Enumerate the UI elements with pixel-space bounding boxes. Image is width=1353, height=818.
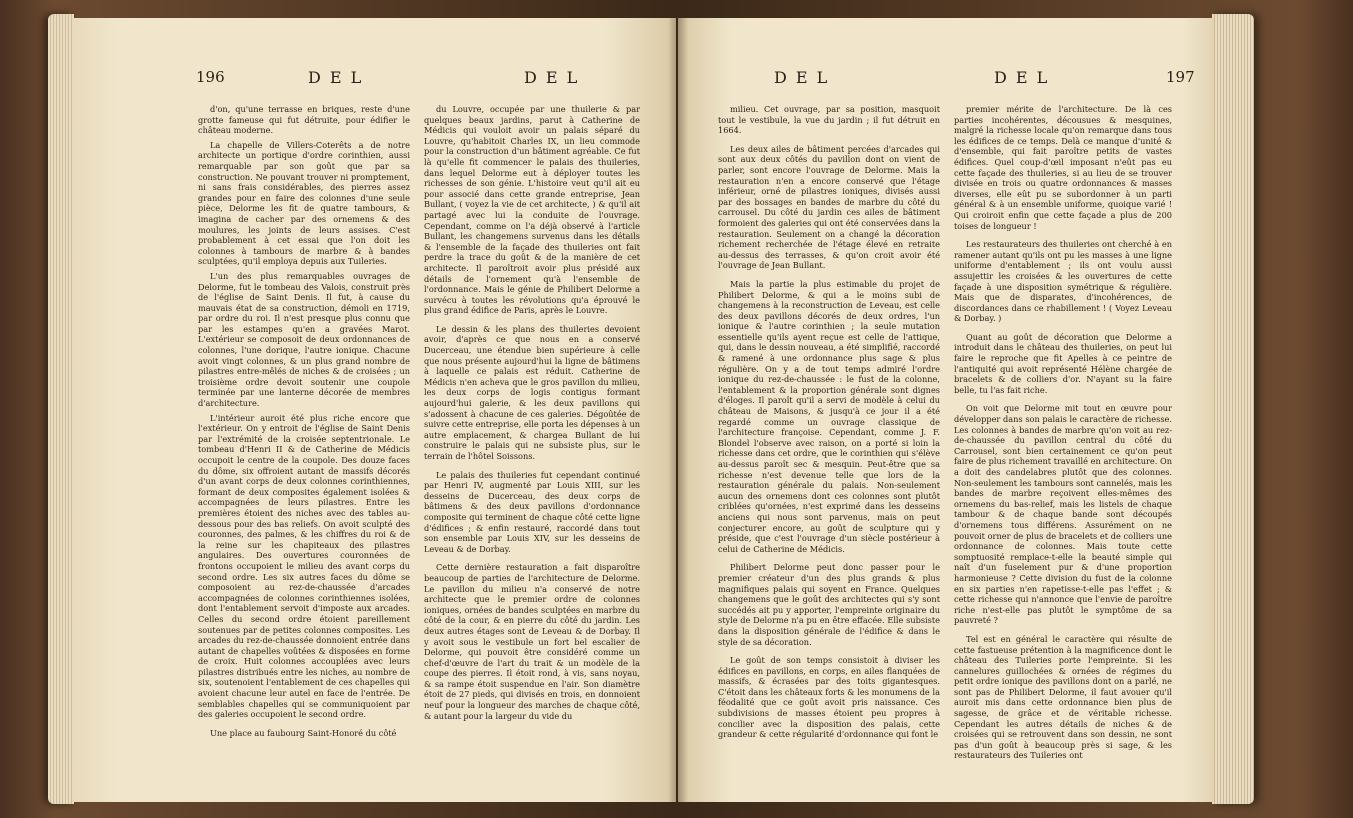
paragraph: L'un des plus remarquables ouvrages de Delorme, fut le tombeau des Valois, construit près de l'église de Saint Denis. Il fut, à cause du mauvais état de sa construction, démoli en 1719, par ordre du roi. Il n'est presque plus connu que par les estampes qu'en a gravées Marot. L'extérieur se composoit de deux ordonnances de colonnes, l'une dorique, l'autre ionique. Chacune avoit vingt colonnes, & un plus grand nombre de pilastres entre-mêlés de niches & de croisées ; un troisième ordre devoit soutenir une coupole terminée par une lanterne décorée de membres d'architecture. <box>198 270 410 409</box>
left-page <box>72 18 676 802</box>
book-gutter <box>668 18 688 802</box>
text-column <box>424 104 640 794</box>
running-head: D E L <box>774 68 830 87</box>
paragraph: Quant au goût de décoration que Delorme a introduit dans le château des thuileries, on peut lui faire le reproche que fit Apelles à ce peintre de l'antiquité qui avoit représenté Hélène chargée de bracelets & de colliers d'or. N'ayant su la faire belle, tu l'as fait riche. <box>954 331 1172 395</box>
page-number: 196 <box>196 68 225 86</box>
paragraph: On voit que Delorme mit tout en œuvre pour développer dans son palais le caractère de richesse. Les colonnes à bandes de marbre qu'on voit au rez-de-chaussée du pavillon central du côté du Carrousel, sont bien certainement ce qu'on peut faire de plus richement travaillé en architecture. On a doit des candelabres plutôt que des colonnes. Non-seulement les tambours sont cannelés, mais les bandes de marbre reçoivent elles-mêmes des ornemens du bas-relief, mais les listels de chaque tambour & de chaque bande sont découpés d'ornemens tous différens. Assurément on ne pouvoit orner de plus de bracelets et de colliers une ordonnance de colonnes. Mais toute cette somptuosité remplace-t-elle la beauté simple qui naît d'un fuselement pur & d'une proportion harmonieuse ? Cette division du fust de la colonne en six parties n'en rapetisse-t-elle pas l'effet ; & cette richesse qui n'annonce que l'envie de paroître riche n'est-elle pas plutôt le symptôme de sa pauvreté ? <box>954 403 1172 626</box>
paragraph: du Louvre, occupée par une thuilerie & par quelques beaux jardins, parut à Catherine de Médicis qui vouloit avoir un palais séparé du Louvre, qu'habitoit Charles IX, un lieu commode pour la construction d'un bâtiment agréable. Ce fut là qu'elle fit commencer le palais des thuileries, dans lequel Delorme eut à déployer toutes les richesses de son génie. L'histoire veut qu'il ait eu pour associé dans cette grande entreprise, Jean Bullant, ( voyez la vie de cet architecte, ) & qu'il ait partagé avec lui la conduite de l'ouvrage. Cependant, comme on l'a déjà observé à l'article Bullant, les changemens survenus dans les détails & l'ensemble de la façade des thuileries ont fait perdre la trace du goût & de la manière de cet architecte. Il paroîtroit avoir plus présidé aux détails de l'ornement qu'à l'ensemble de l'ordonnance. Mais le génie de Philibert Delorme a survécu à toutes les révolutions qu'a éprouvé le plus grand édifice de Paris, après le Louvre. <box>424 104 640 316</box>
text-column <box>954 104 1172 794</box>
paragraph: Les restaurateurs des thuileries ont cherché à en ramener autant qu'ils ont pu les masses à une ligne uniforme d'entablement ; ils ont voulu aussi assujettir les croisées & les ouvertures de cette façade à une disposition symétrique & régulière. Mais que de disparates, d'incohérences, de discordances dans ce rhabillement ! ( Voyez Leveau & Dorbay. ) <box>954 239 1172 324</box>
paragraph: La chapelle de Villers-Coterêts a de notre architecte un portique d'ordre corinthien, aussi remarquable par son goût que par sa construction. Ne pouvant trouver ni promptement, ni sans frais considérables, des pierres assez grandes pour en faire des colonnes d'une seule pièce, Delorme les fit de quatre tambours, & imagina de cacher par des ornemens & des moulures, les joints de leurs assises. C'est probablement à cet essai que l'on doit les colonnes à tambours de marbre & à bandes sculptées, qu'il employa depuis aux Tuileries. <box>198 139 410 267</box>
text-column <box>198 104 410 794</box>
paragraph: Philibert Delorme peut donc passer pour le premier créateur d'un des plus grands & plus magnifiques palais qui soyent en France. Quelques changemens que le goût des architectes qui s'y sont succédés ait pu y apporter, l'empreinte originaire du style de Delorme n'a pu en être effacée. Elle subsiste dans la disposition générale de l'édifice & dans le style de sa décoration. <box>718 562 940 647</box>
paragraph: premier mérite de l'architecture. De là ces parties incohérentes, décousues & mesquines, malgré la richesse locale qu'on remarque dans tous les édifices de ce temps. Delà ce manque d'unité & d'ensemble, qui fait paroître petits de vastes édifices. Quel coup-d'œil imposant n'eût pas eu cette façade des thuileries, si au lieu de se trouver divisée en trois ou quatre ordonnances & masses diverses, elle eût pu se subordonner à un parti général & à un ensemble uniforme, quoique varié ! Qui croiroit enfin que cette façade a plus de 200 toises de longueur ! <box>954 104 1172 231</box>
text-column <box>718 104 940 794</box>
running-head: D E L <box>994 68 1050 87</box>
paragraph: Mais la partie la plus estimable du projet de Philibert Delorme, & qui a le moins subi de changemens à la reconstruction de Leveau, est celle des deux pavillons décorés de deux ordres, l'un ionique & l'autre corinthien ; la seule mutation essentielle qu'ils ayent reçue est celle de l'attique, qui, dans le dessin nouveau, a été simplifié, raccordé & ramené à une ordonnance plus sage & plus régulière. On y a de tout temps admiré l'ordre ionique du rez-de-chaussée : le fust de la colonne, l'entablement & la proportion générale sont dignes d'éloges. Il paroît qu'il a servi de modèle à celui du château de Maisons, & jusqu'à ce jour il a été regardé comme un ouvrage classique de l'architecture françoise. Cependant, comme J. F. Blondel l'observe avec raison, on a porté si loin la richesse dans cet ordre, que le corinthien qui s'élève au-dessus paroît sec & mesquin. Peut-être que sa richesse n'est devenue telle que lors de la restauration générale du palais. Non-seulement aucun des ornemens dont ces colonnes sont plutôt criblées qu'ornées, n'est exprimé dans les desseins anciens qui nous sont parvenus, mais on peut conjecturer encore, au goût de sculpture qui y préside, que c'est l'ouvrage d'un siècle postérieur à celui de Catherine de Médicis. <box>718 278 940 554</box>
paragraph: L'intérieur auroit été plus riche encore que l'extérieur. On y entroit de l'église de Saint Denis par l'extrémité de la croisée septentrionale. Le tombeau d'Henri II & de Catherine de Médicis occupoit le centre de la coupole. Des douze faces du dôme, six offroient autant de massifs décorés d'un avant corps de deux colonnes corinthiennes, formant de deux composites également isolées & accompagnées de leurs pilastres. Entre les premières étoient des niches avec des tables au-dessous pour des bas reliefs. On avoit sculpté des couronnes, des palmes, & les chiffres du roi & de la reine sur les chapiteaux des pilastres angulaires. Des ouvertures couronnées de frontons occupoient le milieu des avant corps du second ordre. Les six autres faces du dôme se composoient au rez-de-chaussée d'arcades accompagnées de colonnes corinthiennes isolées, dont l'entablement servoit d'imposte aux arcades. Celles du second ordre étoient pareillement soutenues par de petites colonnes composites. Les arcades du rez-de-chaussée donnoient entrée dans autant de chapelles voûtées & disposées en forme de croix. Huit colonnes accouplées avec leurs pilastres distribués entre les niches, au nombre de six, soutenoient l'entablement de ces chapelles qui avoient chacune leur autel en face de l'entrée. De semblables chapelles qui se communiquoient par des galeries occupoient le second ordre. <box>198 412 410 720</box>
paragraph: Les deux ailes de bâtiment percées d'arcades qui sont aux deux côtés du pavillon dont on vient de parler, sont encore l'ouvrage de Delorme. Mais la restauration n'en a encore conservé que l'étage inférieur, orné de pilastres ioniques, divisés aussi par des bossages en bandes de marbre du côté du carrousel. Du côté du jardin ces ailes de bâtiment formoient des galeries qui ont été conservées dans la restauration. Seulement on a changé la décoration richement recherchée de l'étage élevé en retraite au-dessus des terrasses, & qu'on croit avoir été l'ouvrage de Jean Bullant. <box>718 143 940 271</box>
right-page <box>678 18 1214 802</box>
running-head: D E L <box>524 68 580 87</box>
paragraph: Le dessin & les plans des thuileries devoient avoir, d'après ce que nous en a conservé Ducerceau, une étendue bien supérieure à celle que nous présente aujourd'hui la ligne de bâtimens à laquelle ce palais est réduit. Catherine de Médicis n'en acheva que le gros pavillon du milieu, les deux corps de logis contigus formant aujourd'hui galerie, & les deux pavillons qui s'adossent à chacune de ces galeries. Dégoûtée de suivre cette entreprise, elle porta les dépenses à un autre emplacement, & chargea Bullant de lui construire le palais qui ne subsiste plus, sur le terrain de l'hôtel Soissons. <box>424 323 640 461</box>
paragraph: d'on, qu'une terrasse en briques, reste d'une grotte fameuse qui fut détruite, pour édifier le château moderne. <box>198 104 410 136</box>
page-number: 197 <box>1166 68 1195 86</box>
running-head: D E L <box>308 68 364 87</box>
paragraph: Une place au faubourg Saint-Honoré du côté <box>210 727 397 738</box>
paragraph: Le goût de son temps consistoit à diviser les édifices en pavillons, en corps, en ailes flanquées de massifs, & écrasées par des toits gigantesques. C'étoit dans les châteaux forts & les monumens de la féodalité que ce goût avoit pris naissance. Ces subdivisions de masses étoient peu propres à concilier avec la disposition des palais, cette grandeur & cette régularité d'ordonnance qui font le <box>718 655 940 740</box>
paragraph: Cette dernière restauration a fait disparoître beaucoup de parties de l'architecture de Delorme. Le pavillon du milieu n'a conservé de notre architecte que le premier ordre de colonnes ioniques, ornées de bandes sculptées en marbre du côté de la cour, & en pierre du côté du jardin. Les deux autres étages sont de Leveau & de Dorbay. Il y avoit sous le vestibule un fort bel escalier de Delorme, qui pouvoit être considéré comme un chef-d'œuvre de l'art du trait & un modèle de la coupe des pierres. Il étoit rond, à vis, sans noyau, & sa rampe étoit suspendue en l'air. Son diamètre étoit de 27 pieds, qui divisés en trois, en donnoient neuf pour la longueur des marches de chaque côté, & autant pour la largeur du vide du <box>424 562 640 721</box>
page-block-right <box>1212 14 1254 804</box>
paragraph: Le palais des thuileries fut cependant continué par Henri IV, augmenté par Louis XIII, sur les desseins de Ducerceau, des deux corps de bâtimens & des deux pavillons d'ordonnance composite qui terminent de chaque côté cette ligne d'édifices ; & enfin restauré, raccordé dans tout son ensemble par Louis XIV, sur les desseins de Leveau & de Dorbay. <box>424 469 640 554</box>
page-block-left <box>48 14 74 804</box>
paragraph: Tel est en général le caractère qui résulte de cette fastueuse prétention à la magnificence dont le château des Tuileries porte l'empreinte. Si les cannelures guillochées & ornées de régimes du petit ordre ionique des pavillons dont on a parlé, ne sont pas de Philibert Delorme, il faut avouer qu'il auroit mis dans cette ordonnance bien plus de sagesse, de grâce et de véritable richesse. Cependant les autres détails de niches & de croisées qui se retrouvent dans son dessin, ne sont pas d'un goût à beaucoup près si sage, & les restaurateurs des Tuileries ont <box>954 633 1172 761</box>
paragraph: milieu. Cet ouvrage, par sa position, masquoit tout le vestibule, la vue du jardin ; il fut détruit en 1664. <box>718 104 940 136</box>
